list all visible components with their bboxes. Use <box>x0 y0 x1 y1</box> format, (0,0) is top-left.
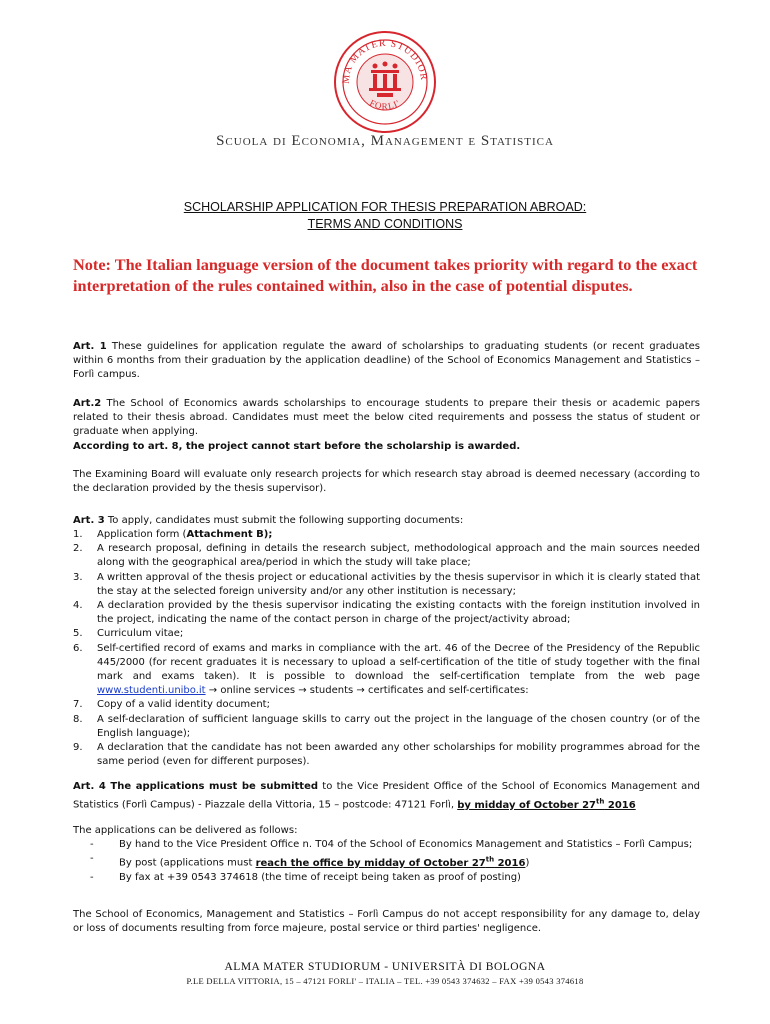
delivery-methods-list <box>90 838 700 885</box>
list-item: 4. A declaration provided by the thesis supervisor indicating the existing contacts with the foreign institution involved in the project, indicating the name of the contact person in charge of the project/activity abroad; <box>73 600 700 626</box>
article-2-text: The School of Economics awards scholarships to encourage students to prepare their thesis or academic papers related to their thesis abroad. Candidates must meet the below cited requirements and possess the status of student or graduate when applying. <box>73 398 700 438</box>
responsibility-paragraph: The School of Economics, Management and Statistics – Forlì Campus do not accept responsibility for any damage to, delay or loss of documents resulting from force majeure, postal service or third parties' negligence. <box>73 909 700 935</box>
list-item: - By hand to the Vice President Office n. T04 of the School of Economics Management and Statistics – Forlì Campus; <box>90 839 693 850</box>
required-documents-list <box>73 528 700 769</box>
list-item: 7. Copy of a valid identity document; <box>73 699 270 711</box>
school-name: Scuola di Economia, Management e Statistica <box>216 133 554 149</box>
article-4: Art. 4 The applications must be submitted to the Vice President Office of the School of Economics Management and Statistics (Forlì Campus) - Piazzale della Vittoria, 15 – postcode: 47121 Forlì, by midday of October 27th 2016 <box>73 781 700 811</box>
svg-text:FORLI': FORLI' <box>368 97 402 112</box>
article-1 <box>73 340 700 383</box>
document-title-line-1: SCHOLARSHIP APPLICATION FOR THESIS PREPARATION ABROAD: <box>183 200 587 214</box>
article-2-bold-note: According to art. 8, the project cannot start before the scholarship is awarded. <box>73 440 521 452</box>
list-item: 8. A self-declaration of sufficient language skills to carry out the project in the language of the chosen country (or of the English language); <box>73 713 700 739</box>
language-priority-note: Note: The Italian language version of the document takes priority with regard to the exact interpretation of the rules contained within, also in the case of potential disputes. <box>73 255 698 295</box>
article-4-label: Art. 4 The applications must be submitted <box>73 781 319 792</box>
article-3-label: Art. 3 <box>73 515 105 526</box>
list-item: 6. Self-certified record of exams and marks in compliance with the art. 46 of the Decree of the Presidency of the Republic 445/2000 (for recent graduates it is necessary to upload a self-certification of the title of study together with the final mark and exams taken). It is possible to download the self-certification template from the web page www.studenti.unibo.it → online services → students → certificates and self-certificates: <box>73 642 700 697</box>
examining-board-paragraph: The Examining Board will evaluate only research projects for which research stay abroad is deemed necessary (according to the declaration provided by the thesis supervisor). <box>73 469 700 495</box>
list-item: 1. Application form (Attachment B); <box>73 529 273 540</box>
seal-graphic <box>333 30 437 134</box>
svg-text:ALMA MATER STUDIORUM: MA MATER STUDIOR <box>340 37 430 85</box>
article-3-intro <box>73 514 700 528</box>
article-3-intro-text: To apply, candidates must submit the following supporting documents: <box>104 515 464 526</box>
document-title-line-2: TERMS AND CONDITIONS <box>307 217 463 231</box>
list-item: 2. A research proposal, defining in details the research subject, methodological approach and the main sources needed along with the geographical area/period in which the study will take place; <box>73 543 700 569</box>
list-item: 5. Curriculum vitae; <box>73 628 184 640</box>
footer-university-name: ALMA MATER STUDIORUM - UNIVERSITÀ DI BOLOGNA <box>224 961 546 973</box>
footer-address: P.LE DELLA VITTORIA, 15 – 47121 FORLI' – ITALIA – TEL. +39 0543 374632 – FAX +39 0543 374618 <box>186 976 584 986</box>
studenti-unibo-link[interactable]: www.studenti.unibo.it <box>97 685 206 697</box>
article-2 <box>73 397 700 454</box>
article-1-label: Art. 1 <box>73 341 107 352</box>
deadline: by midday of October 27th 2016 <box>457 797 636 811</box>
list-item: - By fax at +39 0543 374618 (the time of receipt being taken as proof of posting) <box>90 871 521 883</box>
list-item: 9. A declaration that the candidate has not been awarded any other scholarships for mobility programmes abroad for the same period (even for different purposes). <box>73 742 700 768</box>
list-item: - By post (applications must reach the office by midday of October 27th 2016) <box>90 853 530 869</box>
article-1-text: These guidelines for application regulate the award of scholarships to graduating students (or recent graduates within 6 months from their graduation by the application deadline) of the School of Economics Management and Statistics – Forlì campus. <box>73 341 700 381</box>
article-2-label: Art.2 <box>73 398 102 409</box>
list-item: 3. A written approval of the thesis project or educational activities by the thesis supervisor in which it is clearly stated that the stay at the selected foreign university and/or any other institution is necessary; <box>73 571 700 597</box>
university-seal-logo <box>333 30 437 134</box>
delivery-intro: The applications can be delivered as follows: <box>73 825 298 836</box>
